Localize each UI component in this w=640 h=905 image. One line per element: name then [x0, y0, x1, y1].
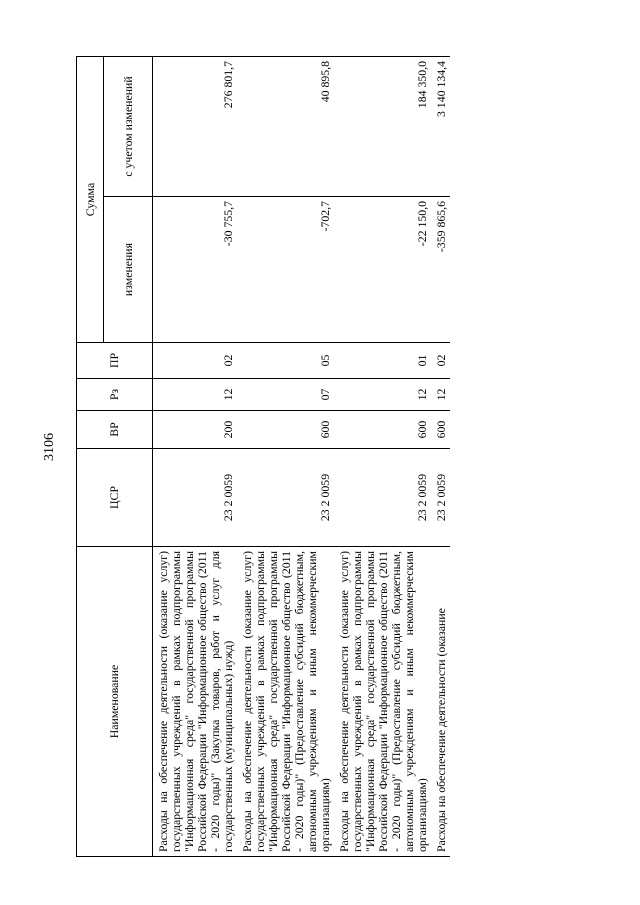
- row-rz: 07: [237, 379, 334, 411]
- row-csr: 23 2 0059: [153, 449, 238, 547]
- header-rz: Рз: [77, 379, 153, 411]
- row-name: Расходы на обеспечение деятельности (оказание: [431, 547, 450, 857]
- row-csr: 23 2 0059: [431, 449, 450, 547]
- header-pr: ПР: [77, 343, 153, 379]
- row-change: -359 865,6: [431, 197, 450, 343]
- row-rz: 12: [153, 379, 238, 411]
- row-pr: 02: [153, 343, 238, 379]
- row-change: -30 755,7: [153, 197, 238, 343]
- row-name: Расходы на обеспечение деятельности (оказание услуг) государственных учреждений в рамках подпрограммы "Информационная среда" государственной программы Российской Федерации "Информационное общество (2011 - 2020 годы)" (Предоставление субсидий бюджетным, автономным учреждениям и иным некоммерческим организациям): [334, 547, 431, 857]
- header-vr: ВР: [77, 411, 153, 449]
- row-csr: 23 2 0059: [237, 449, 334, 547]
- row-pr: 01: [334, 343, 431, 379]
- row-pr: 05: [237, 343, 334, 379]
- row-pr: 02: [431, 343, 450, 379]
- table-row: [237, 57, 334, 857]
- page-number: 3106: [42, 433, 57, 461]
- header-change: изменения: [104, 197, 153, 343]
- row-csr: 23 2 0059: [334, 449, 431, 547]
- row-with-changes: 276 801,7: [153, 57, 238, 197]
- header-sum: Сумма: [77, 57, 104, 343]
- row-name: Расходы на обеспечение деятельности (оказание услуг) государственных учреждений в рамках подпрограммы "Информационная среда" государственной программы Российской Федерации "Информационное общество (2011 - 2020 годы)" (Закупка товаров, работ и услуг для государственных (муниципальных) нужд): [153, 547, 238, 857]
- row-with-changes: 40 895,8: [237, 57, 334, 197]
- row-rz: 12: [431, 379, 450, 411]
- rotated-page: [76, 57, 616, 857]
- row-vr: 600: [334, 411, 431, 449]
- row-with-changes: 184 350,0: [334, 57, 431, 197]
- row-change: -22 150,0: [334, 197, 431, 343]
- row-vr: 600: [237, 411, 334, 449]
- row-rz: 12: [334, 379, 431, 411]
- header-name: Наименование: [77, 547, 153, 857]
- header-with-changes: с учетом изменений: [104, 57, 153, 197]
- table-row: [431, 57, 450, 857]
- row-change: -702,7: [237, 197, 334, 343]
- header-csr: ЦСР: [77, 449, 153, 547]
- row-with-changes: 3 140 134,4: [431, 57, 450, 197]
- table-row: [334, 57, 431, 857]
- row-vr: 600: [431, 411, 450, 449]
- row-vr: 200: [153, 411, 238, 449]
- budget-table: [76, 56, 450, 857]
- row-name: Расходы на обеспечение деятельности (оказание услуг) государственных учреждений в рамках подпрограммы "Информационная среда" государственной программы Российской Федерации "Информационное общество (2011 - 2020 годы)" (Предоставление субсидий бюджетным, автономным учреждениям и иным некоммерческим организациям): [237, 547, 334, 857]
- table-row: [153, 57, 238, 857]
